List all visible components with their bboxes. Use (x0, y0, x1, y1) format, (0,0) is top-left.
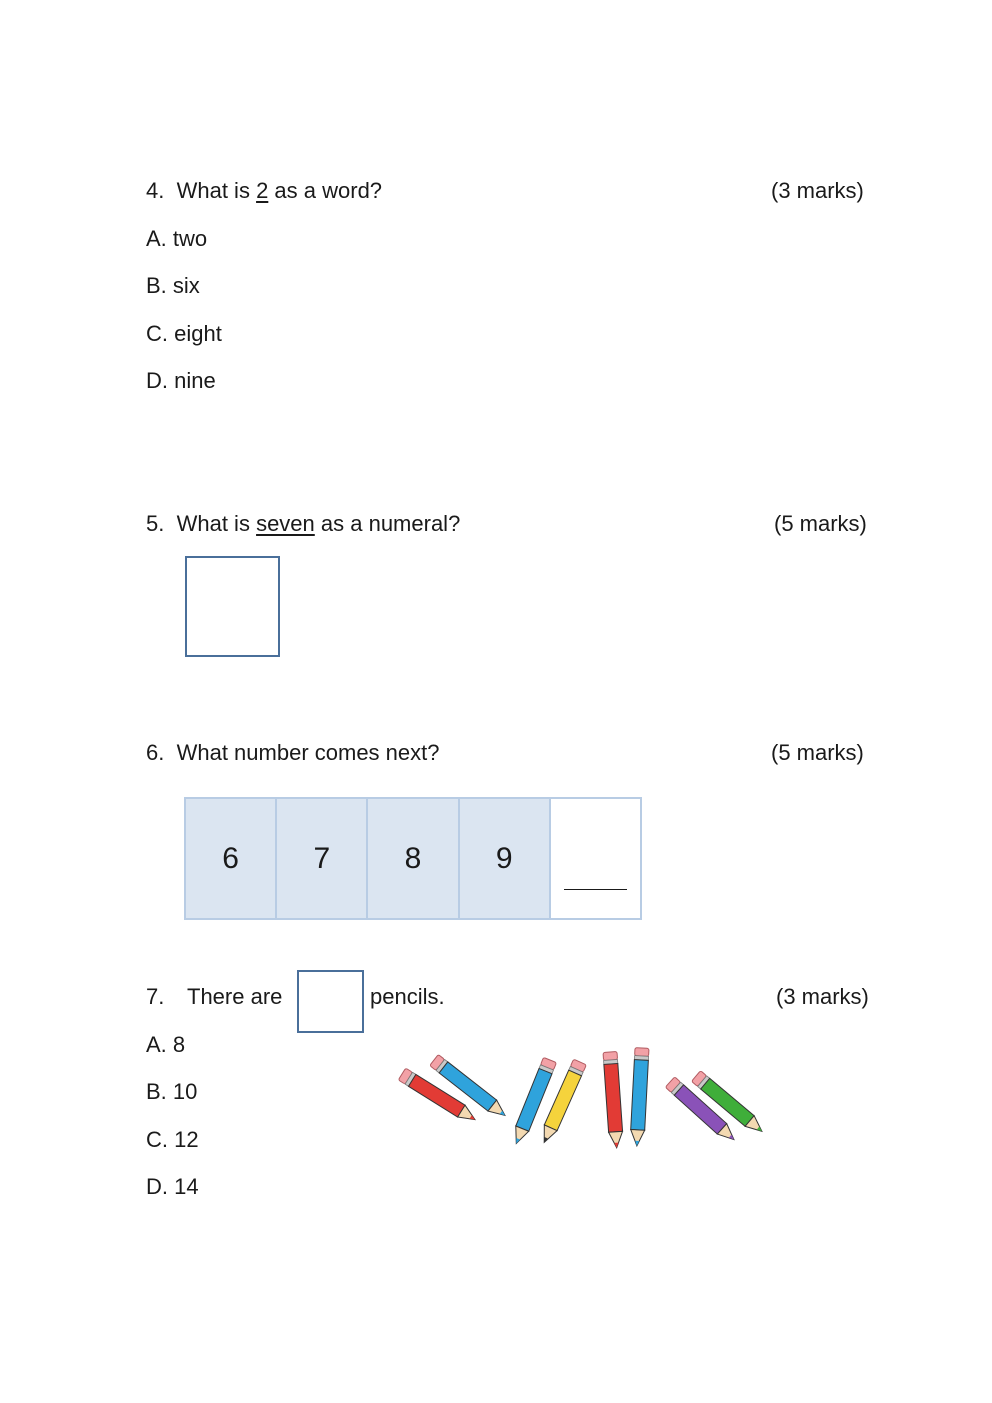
q4-option-b[interactable]: B. six (146, 273, 200, 298)
q6-marks: (5 marks) (771, 740, 864, 765)
q4-option-a[interactable]: A. two (146, 226, 208, 251)
q4-prefix: What is (176, 178, 257, 203)
q5-underlined: seven (256, 511, 315, 536)
q4-question (146, 178, 382, 204)
q7-prefix: There are (187, 984, 283, 1009)
q7-option-d[interactable]: D. 14 (146, 1174, 199, 1199)
q4-marks: (3 marks) (771, 178, 864, 203)
q4-underlined: 2 (256, 178, 269, 203)
q7-option-b[interactable]: B. 10 (146, 1079, 198, 1104)
pencils-illustration (390, 1040, 770, 1155)
q5-question (146, 511, 460, 537)
q7-answer-box[interactable] (297, 970, 364, 1033)
sequence-cell-2: 7 (277, 799, 368, 918)
q4-number: 4. (146, 178, 165, 203)
q7-suffix: pencils. (370, 984, 445, 1009)
q5-suffix: as a numeral? (314, 511, 461, 536)
q7-option-c[interactable]: C. 12 (146, 1127, 199, 1152)
q6-question (146, 740, 440, 766)
q6-number: 6. (146, 740, 165, 765)
q7-option-a[interactable]: A. 8 (146, 1032, 186, 1057)
q7-number: 7. (146, 984, 165, 1009)
q5-marks: (5 marks) (774, 511, 867, 536)
q6-number-sequence (184, 797, 642, 920)
q5-answer-box[interactable] (185, 556, 280, 657)
q5-number: 5. (146, 511, 165, 536)
q4-option-d[interactable]: D. nine (146, 368, 216, 393)
answer-line (564, 889, 627, 890)
sequence-cell-3: 8 (368, 799, 459, 918)
sequence-answer-cell[interactable] (551, 799, 640, 918)
sequence-cell-4: 9 (460, 799, 551, 918)
sequence-cell-1: 6 (186, 799, 277, 918)
q6-text: What number comes next? (176, 740, 440, 765)
q4-suffix: as a word? (268, 178, 383, 203)
q5-prefix: What is (176, 511, 257, 536)
pencil-blue-3-icon (630, 1048, 649, 1147)
q4-option-c[interactable]: C. eight (146, 321, 222, 346)
q7-marks: (3 marks) (776, 984, 869, 1009)
pencil-red-2-icon (603, 1052, 624, 1149)
